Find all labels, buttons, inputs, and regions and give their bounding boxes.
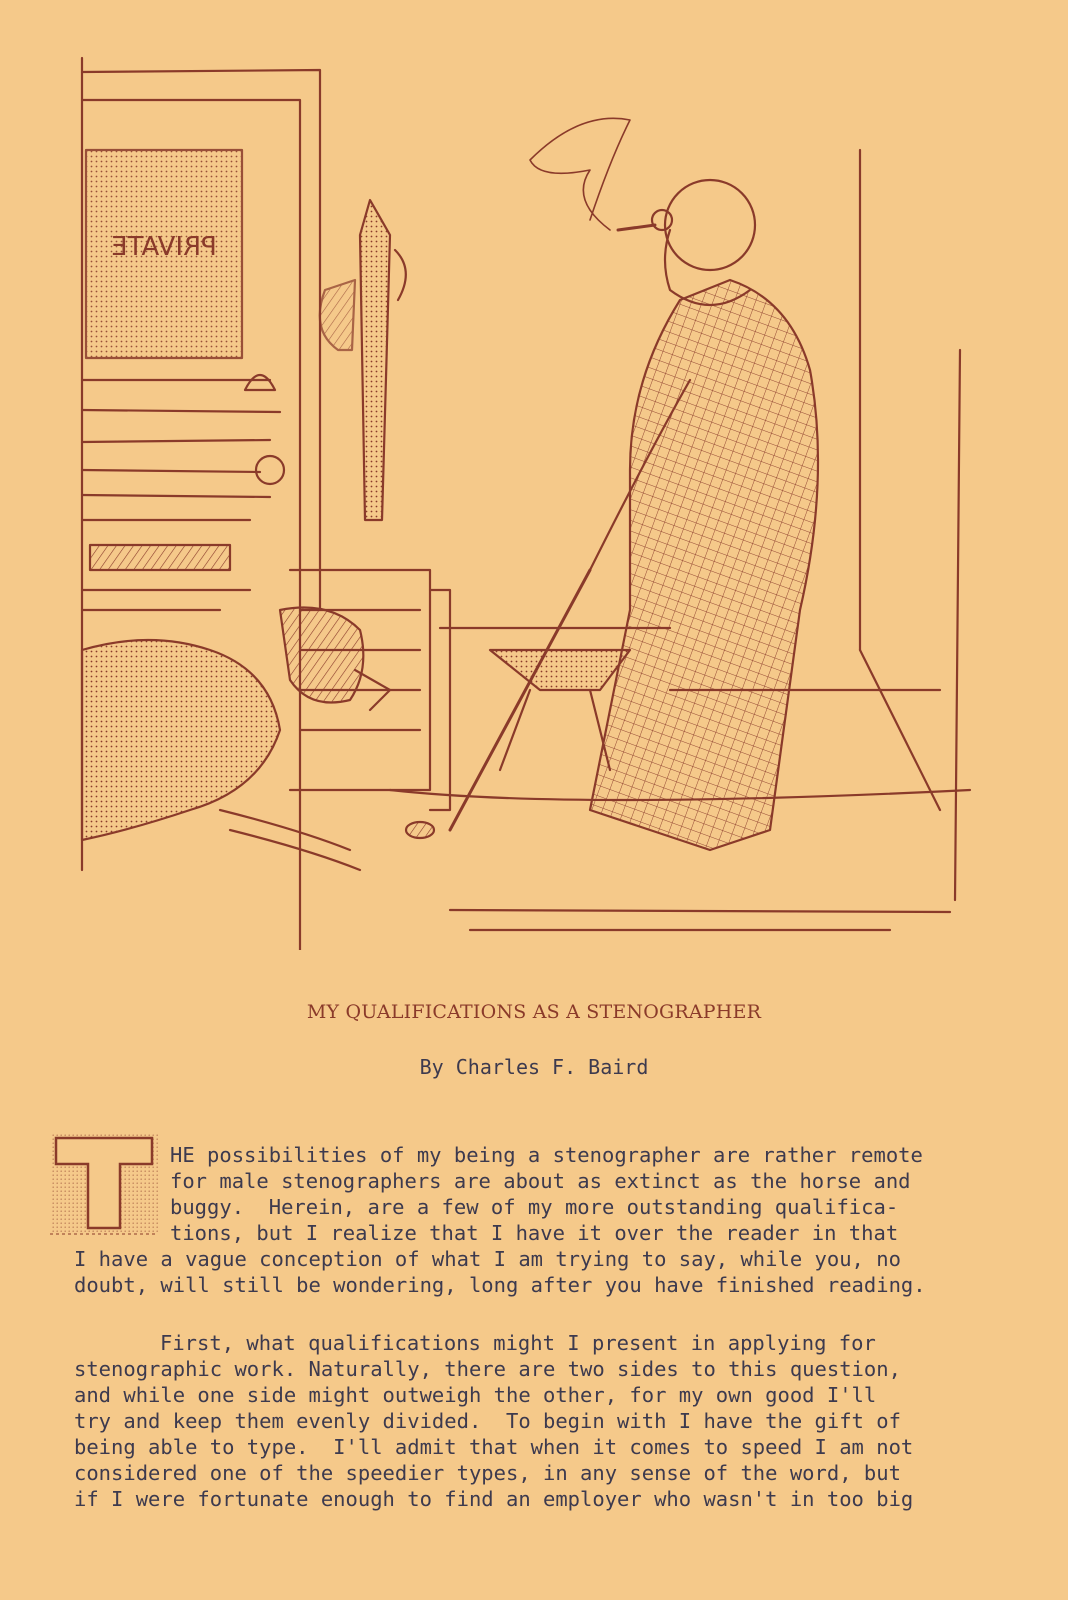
paragraph-line: considered one of the speedier types, in any sense of the word, but: [74, 1461, 901, 1485]
cartoon-illustration: [70, 50, 990, 950]
paragraph-line: stenographic work. Naturally, there are two sides to this question,: [74, 1357, 901, 1381]
paragraph-line: if I were fortunate enough to find an employer who wasn't in too big: [74, 1487, 914, 1511]
paragraph-line: being able to type. I'll admit that when it comes to speed I am not: [74, 1435, 914, 1459]
article-byline: By Charles F. Baird: [419, 1055, 649, 1079]
paragraph-line: doubt, will still be wondering, long after you have finished reading.: [74, 1273, 926, 1297]
cane: [450, 570, 590, 830]
drop-cap: [44, 1130, 164, 1240]
paragraph-line: tions, but I realize that I have it over the reader in that: [170, 1221, 899, 1245]
paragraph-line: for male stenographers are about as extinct as the horse and: [170, 1169, 911, 1193]
boss-figure: [590, 280, 818, 850]
paragraph-line: try and keep them evenly divided. To begin with I have the gift of: [74, 1409, 901, 1433]
paragraph-line: buggy. Herein, are a few of my more outstanding qualifica-: [170, 1195, 899, 1219]
paragraph-line: HE possibilities of my being a stenographer are rather remote: [170, 1143, 923, 1167]
paragraph-line: I have a vague conception of what I am trying to say, while you, no: [74, 1247, 901, 1271]
paragraph-line: and while one side might outweigh the other, for my own good I'll: [74, 1383, 877, 1407]
door-sign-text: PRIVATE: [111, 232, 217, 262]
paragraph-line: First, what qualifications might I present in applying for: [160, 1331, 876, 1355]
stenographer-figure: [82, 640, 280, 840]
article-title: MY QUALIFICATIONS AS A STENOGRAPHER: [306, 1001, 762, 1023]
